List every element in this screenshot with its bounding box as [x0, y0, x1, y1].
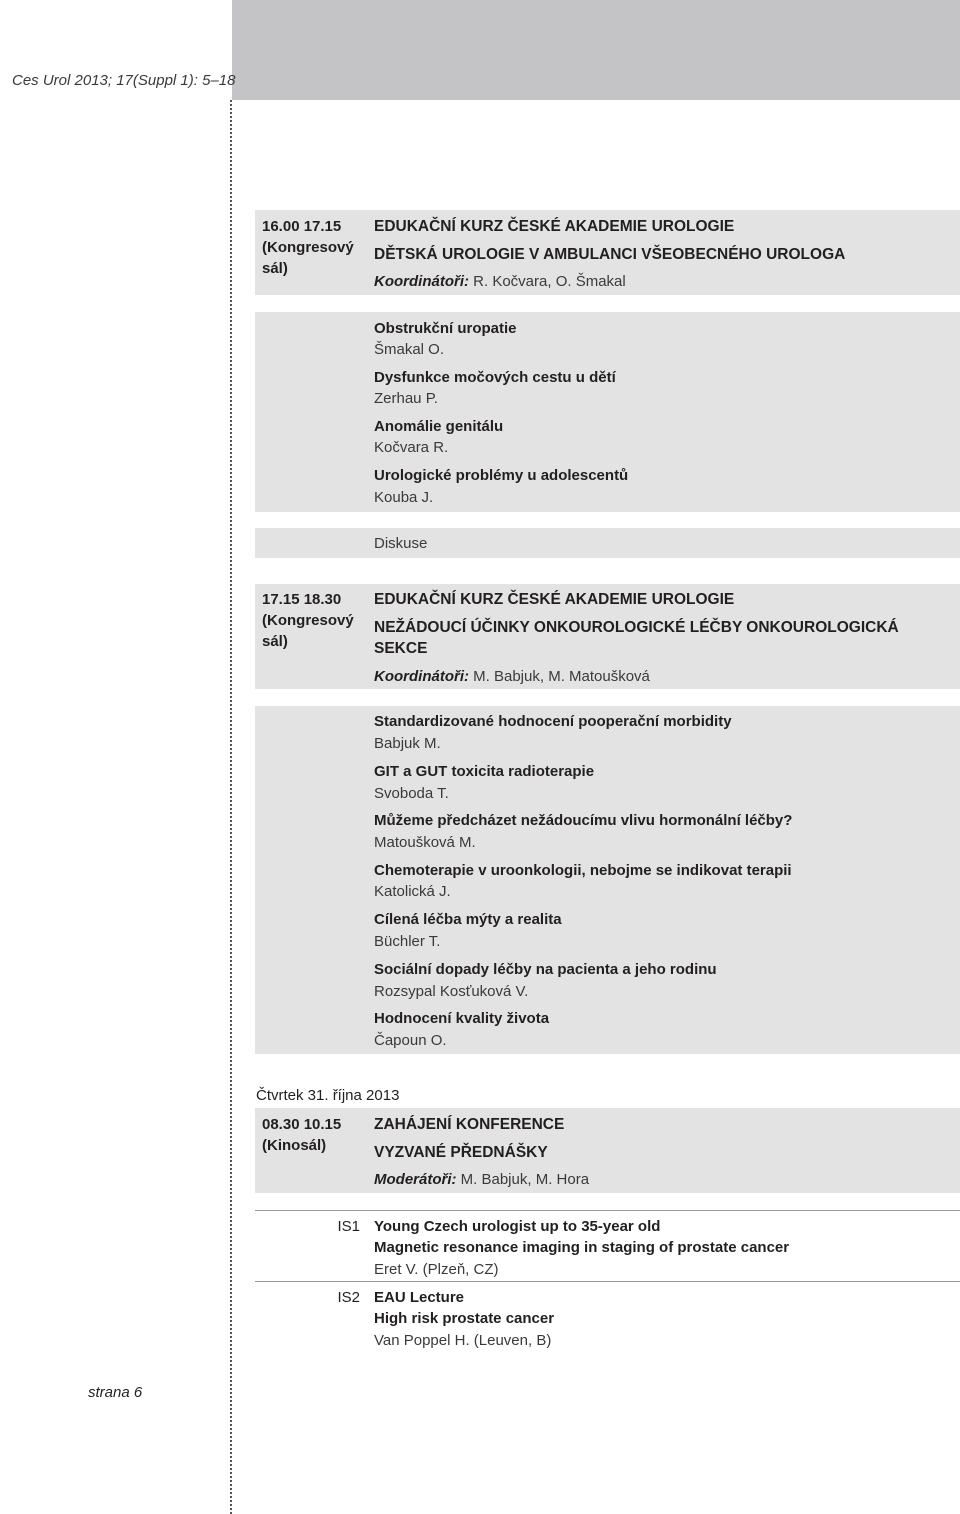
- talk-author: Babjuk M.: [374, 735, 441, 752]
- divider: [255, 1281, 960, 1282]
- talk-title: Chemoterapie v uroonkologii, nebojme se indikovat terapii: [374, 862, 792, 879]
- session-2-title-2a: NEŽÁDOUCÍ ÚČINKY ONKOUROLOGICKÉ LÉČBY ONKOUROLOGICKÁ: [374, 619, 899, 636]
- talk-title: Můžeme předcházet nežádoucímu vlivu hormonální léčby?: [374, 812, 793, 829]
- talk-line-2: High risk prostate cancer: [374, 1310, 555, 1327]
- talk-number: IS2: [337, 1289, 360, 1306]
- day-heading: Čtvrtek 31. října 2013: [256, 1087, 400, 1104]
- talk-title: Cílená léčba mýty a realita: [374, 911, 562, 928]
- talk-title: Obstrukční uropatie: [374, 320, 517, 337]
- coordinators-names: M. Babjuk, M. Matoušková: [469, 668, 650, 685]
- coordinators-label: Koordinátoři:: [374, 668, 469, 685]
- talk-author: Zerhau P.: [374, 390, 438, 407]
- session-2-title-2b: SEKCE: [374, 640, 428, 657]
- journal-citation: Ces Urol 2013; 17(Suppl 1): 5–18: [12, 72, 236, 89]
- discussion-label: Diskuse: [374, 535, 428, 552]
- coordinators-names: R. Kočvara, O. Šmakal: [469, 273, 626, 290]
- talk-line-1: EAU Lecture: [374, 1289, 465, 1306]
- page-number: strana 6: [88, 1384, 143, 1401]
- talk-author: Büchler T.: [374, 933, 441, 950]
- moderators-names: M. Babjuk, M. Hora: [456, 1171, 590, 1188]
- session-1-time: 16.00 17.15 (Kongresový sál): [262, 218, 354, 277]
- talk-author: Šmakal O.: [374, 341, 445, 358]
- session-1-title-1: EDUKAČNÍ KURZ ČESKÉ AKADEMIE UROLOGIE: [374, 218, 735, 235]
- session-3-time: 08.30 10.15 (Kinosál): [262, 1116, 342, 1154]
- session-3-title-2: VYZVANÉ PŘEDNÁŠKY: [374, 1144, 548, 1161]
- talk-title: Anomálie genitálu: [374, 418, 504, 435]
- talk-number: IS1: [337, 1218, 360, 1235]
- talk-title: Urologické problémy u adolescentů: [374, 467, 629, 484]
- session-3-title-1: ZAHÁJENÍ KONFERENCE: [374, 1116, 565, 1133]
- talk-line-1: Young Czech urologist up to 35-year old: [374, 1218, 661, 1235]
- talk-author: Eret V. (Plzeň, CZ): [374, 1261, 499, 1278]
- talk-author: Kočvara R.: [374, 439, 449, 456]
- session-1-title-2: DĚTSKÁ UROLOGIE V AMBULANCI VŠEOBECNÉHO UROLOGA: [374, 246, 846, 263]
- coordinators-label: Koordinátoři:: [374, 273, 469, 290]
- discussion-row: [255, 528, 960, 558]
- talk-title: GIT a GUT toxicita radioterapie: [374, 763, 595, 780]
- talk-author: Rozsypal Kosťuková V.: [374, 983, 529, 1000]
- talk-author: Katolická J.: [374, 883, 451, 900]
- session-2-time: 17.15 18.30 (Kongresový sál): [262, 591, 354, 650]
- talk-title: Dysfunkce močových cestu u dětí: [374, 369, 616, 386]
- talk-author: Čapoun O.: [374, 1032, 447, 1049]
- session-2-coordinators: [374, 666, 650, 687]
- dotted-margin-line: [230, 100, 232, 1514]
- header-bar: [232, 0, 960, 100]
- talk-title: Sociální dopady léčby na pacienta a jeho rodinu: [374, 961, 717, 978]
- session-3-header: [255, 1108, 960, 1193]
- divider: [255, 1210, 960, 1211]
- session-2-title-1: EDUKAČNÍ KURZ ČESKÉ AKADEMIE UROLOGIE: [374, 591, 735, 608]
- talk-author: Van Poppel H. (Leuven, B): [374, 1332, 552, 1349]
- talk-author: Matoušková M.: [374, 834, 476, 851]
- talk-title: Hodnocení kvality života: [374, 1010, 550, 1027]
- moderators-label: Moderátoři:: [374, 1171, 457, 1188]
- session-1-coordinators: [374, 271, 626, 292]
- talk-title: Standardizované hodnocení pooperační morbidity: [374, 713, 732, 730]
- talk-author: Kouba J.: [374, 489, 434, 506]
- talk-author: Svoboda T.: [374, 785, 449, 802]
- talk-line-2: Magnetic resonance imaging in staging of prostate cancer: [374, 1239, 790, 1256]
- session-3-moderators: [374, 1169, 589, 1190]
